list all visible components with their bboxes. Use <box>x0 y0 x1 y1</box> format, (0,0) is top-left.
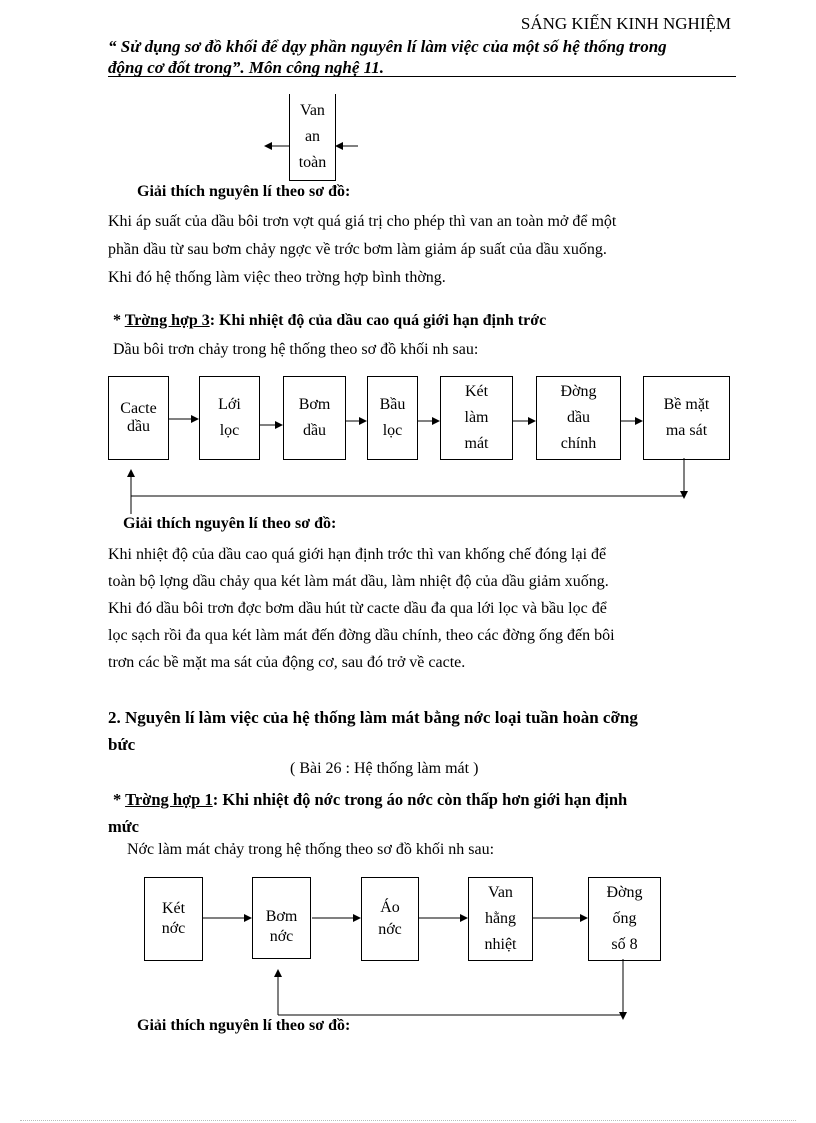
ao-nuoc-box <box>361 877 419 961</box>
box-line: nhiệt <box>484 936 517 953</box>
case1-intro: Nớc làm mát chảy trong hệ thống theo sơ đồ khối nh sau: <box>127 841 495 858</box>
explain-heading-1: Giải thích nguyên lí theo sơ đồ: <box>137 183 351 200</box>
duong-ong-so-8-box <box>588 877 661 961</box>
box-line: lọc <box>219 422 240 439</box>
title-line-2: động cơ đốt trong”. Môn công nghệ 11. <box>108 58 384 77</box>
box-line: Van <box>300 102 325 119</box>
section2-heading <box>108 704 748 758</box>
box-line: an <box>304 128 321 145</box>
box-line: dầu <box>126 418 151 435</box>
box-line: Bơm <box>298 396 331 413</box>
box-line: Áo <box>380 899 400 916</box>
section2-reference: ( Bài 26 : Hệ thống làm mát ) <box>290 760 479 777</box>
box-line: Két <box>161 900 186 917</box>
heading-line: 2. Nguyên lí làm việc của hệ thống làm mát bằng nớc loại tuần hoàn cỡng <box>108 708 638 727</box>
paragraph-line: lọc sạch rồi đa qua két làm mát đến đờng dầu chính, theo các đờng ống đến bôi <box>108 627 615 644</box>
box-line: chính <box>560 435 597 452</box>
explain-heading-3: Giải thích nguyên lí theo sơ đồ: <box>137 1017 351 1034</box>
case3-heading <box>113 312 546 330</box>
explain-heading-2: Giải thích nguyên lí theo sơ đồ: <box>123 515 337 532</box>
case3-label: Trờng hợp 3 <box>124 312 210 329</box>
paragraph-line: toàn bộ lợng dầu chảy qua két làm mát dầu, làm nhiệt độ của dầu giảm xuống. <box>108 573 609 590</box>
box-line: Đờng <box>560 383 597 400</box>
paragraph-line: phần dầu từ sau bơm chảy ngợc về trớc bơm làm giảm áp suất của dầu xuống. <box>108 241 607 258</box>
paragraph-line: trơn các bề mặt ma sát của động cơ, sau đó trở về cacte. <box>108 654 466 671</box>
box-line: ống <box>612 910 637 927</box>
box-line: dầu <box>302 422 327 439</box>
box-line: số 8 <box>611 936 638 953</box>
box-line: Cacte <box>120 400 157 417</box>
title-line-1: “ Sử dụng sơ đồ khối để dạy phần nguyên lí làm việc của một số hệ thống trong <box>108 37 667 56</box>
box-line: toàn <box>298 154 327 171</box>
ket-lam-mat-box <box>440 376 513 460</box>
be-mat-ma-sat-box <box>643 376 730 460</box>
heading-line <box>113 786 753 813</box>
document-header-title: SÁNG KIẾN KINH NGHIỆM <box>520 14 731 33</box>
box-line: hằng <box>484 910 517 927</box>
explain-paragraph-2 <box>108 541 736 676</box>
paragraph-line: Khi nhiệt độ của dầu cao quá giới hạn định trớc thì van khống chế đóng lại để <box>108 546 607 563</box>
bau-loc-box <box>367 376 418 460</box>
box-line: dầu <box>566 409 591 426</box>
paragraph-line: Khi đó hệ thống làm việc theo trờng hợp bình thờng. <box>108 269 446 286</box>
box-line: nớc <box>378 921 402 938</box>
heading-line: bức <box>108 735 136 754</box>
box-line: làm <box>464 409 489 426</box>
box-line: Đờng <box>606 884 643 901</box>
case1-label: Trờng hợp 1 <box>125 790 213 809</box>
duong-dau-chinh-box <box>536 376 621 460</box>
case3-title: : Khi nhiệt độ của dầu cao quá giới hạn định trớc <box>209 312 547 329</box>
paragraph-line: Khi đó dầu bôi trơn đợc bơm dầu hút từ cacte dầu đa qua lới lọc và bầu lọc để <box>108 600 607 617</box>
box-line: Bơm <box>265 908 298 925</box>
box-line: nớc <box>161 920 186 937</box>
case1-star: * <box>113 790 126 809</box>
case3-star: * <box>113 312 125 329</box>
case1-heading <box>108 786 753 840</box>
loi-loc-box <box>199 376 260 460</box>
cacte-dau-box <box>108 376 169 460</box>
case1-title: : Khi nhiệt độ nớc trong áo nớc còn thấp hơn giới hạn định <box>212 790 628 809</box>
box-line: lọc <box>382 422 403 439</box>
box-line: mát <box>464 435 489 452</box>
bom-dau-box <box>283 376 346 460</box>
heading-line: mức <box>108 817 139 836</box>
box-line: Bầu <box>379 396 406 413</box>
box-line: Bề mặt <box>663 396 710 413</box>
box-line: Lới <box>218 396 241 413</box>
box-line: nớc <box>269 928 294 945</box>
explain-paragraph-1 <box>108 208 736 292</box>
paragraph-line: Khi áp suất của dầu bôi trơn vợt quá giá trị cho phép thì van an toàn mở để một <box>108 213 617 230</box>
van-hang-nhiet-box <box>468 877 533 961</box>
page-bottom-border <box>20 1120 796 1121</box>
case3-intro: Dầu bôi trơn chảy trong hệ thống theo sơ đồ khối nh sau: <box>113 341 479 358</box>
bom-nuoc-box <box>252 877 311 959</box>
box-line: ma sát <box>665 422 708 439</box>
box-line: Két <box>464 383 489 400</box>
box-line: Van <box>488 884 513 901</box>
ket-nuoc-box <box>144 877 203 961</box>
